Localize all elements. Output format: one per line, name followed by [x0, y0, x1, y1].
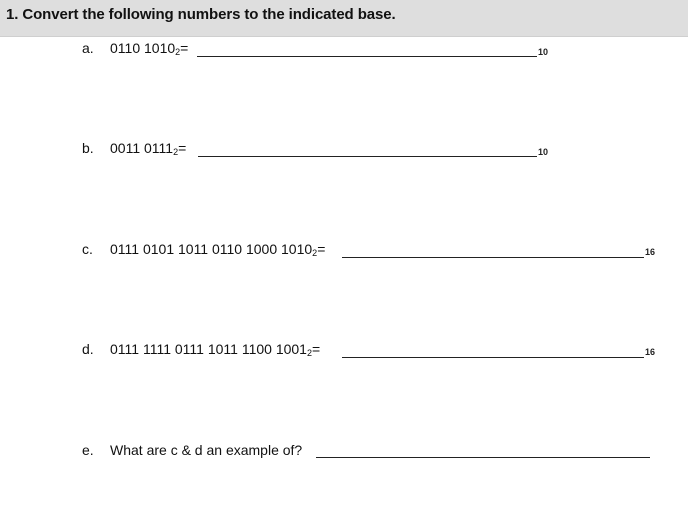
base-from-subscript: 2: [173, 147, 179, 157]
answer-blank-b[interactable]: [198, 156, 537, 157]
equals-sign: =: [311, 341, 321, 357]
target-base-subscript: 10: [538, 147, 549, 157]
binary-number: 0111 0101 1011 0110 1000 1010: [110, 241, 313, 257]
question-expression: [110, 341, 320, 357]
question-letter: a.: [82, 40, 94, 56]
binary-number: 0011 0111: [110, 140, 174, 156]
binary-number: 0111 1111 0111 1011 1100 1001: [110, 341, 307, 357]
question-letter: b.: [82, 140, 94, 156]
target-base-subscript: 16: [645, 247, 656, 257]
question-letter: d.: [82, 341, 94, 357]
question-expression: [110, 241, 325, 257]
base-from-subscript: 2: [306, 348, 312, 358]
answer-blank-d[interactable]: [342, 357, 644, 358]
target-base-subscript: 16: [645, 347, 656, 357]
equals-sign: =: [178, 140, 187, 156]
answer-blank-c[interactable]: [342, 257, 644, 258]
question-expression: [110, 140, 186, 156]
question-letter: e.: [82, 442, 94, 458]
binary-number: 0110 1010: [110, 40, 176, 56]
question-expression: [110, 40, 188, 56]
answer-blank-e[interactable]: [316, 457, 650, 458]
question-text: What are c & d an example of?: [110, 442, 303, 458]
target-base-subscript: 10: [538, 47, 549, 57]
question-letter: c.: [82, 241, 93, 257]
equals-sign: =: [180, 40, 189, 56]
header-bar: [0, 0, 688, 37]
equals-sign: =: [317, 241, 326, 257]
base-from-subscript: 2: [175, 47, 181, 57]
answer-blank-a[interactable]: [197, 56, 537, 57]
page-title: 1. Convert the following numbers to the indicated base.: [6, 6, 396, 23]
base-from-subscript: 2: [312, 248, 318, 258]
